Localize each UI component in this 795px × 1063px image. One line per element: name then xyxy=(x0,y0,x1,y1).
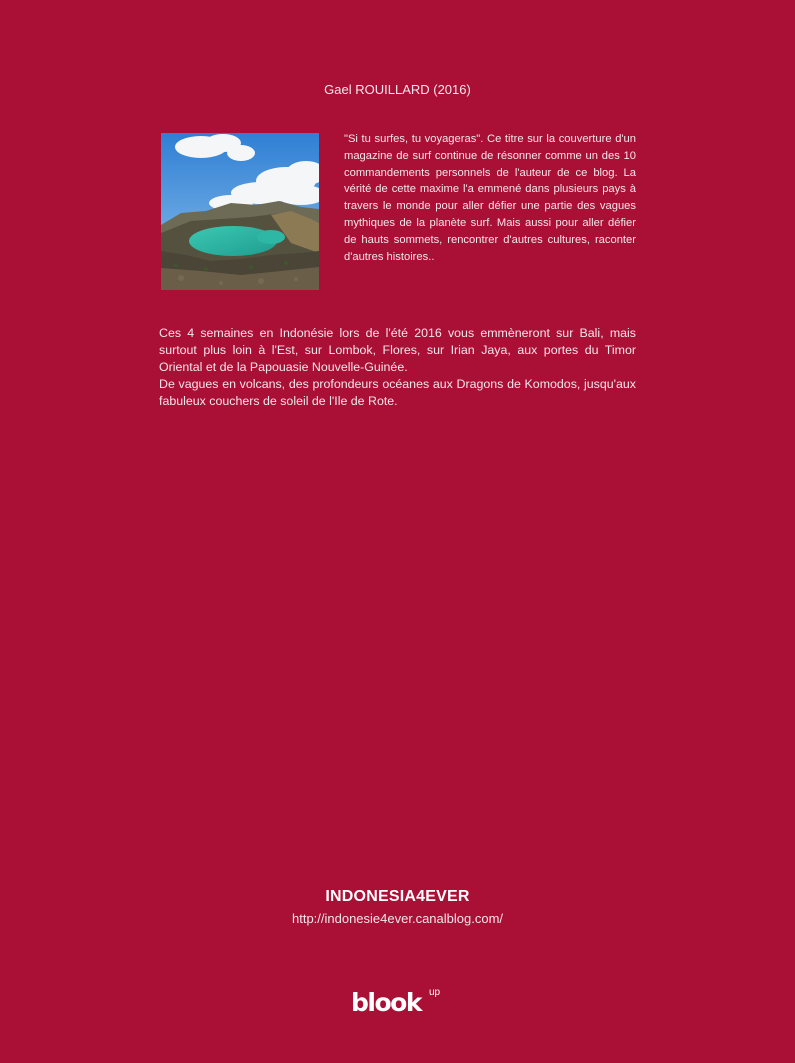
intro-text: "Si tu surfes, tu voyageras". Ce titre sur la couverture d'un magazine de surf continue de résonner comme un des 10 commandements personnels de l'auteur de ce blog. La vérité de cette maxime l'a emmené dans plusieurs pays à travers le monde pour aller défier une partie des vagues mythiques de la planète surf. Mais aussi pour aller défier de hauts sommets, rencontrer d'autres cultures, raconter d'autres histoires.. xyxy=(344,133,636,263)
logo-superscript: up xyxy=(429,987,441,998)
author-credit: Gael ROUILLARD (2016) xyxy=(324,82,471,97)
blookup-logo xyxy=(351,988,451,1020)
summary-text xyxy=(159,325,636,410)
logo-main-text: blook xyxy=(351,988,421,1017)
cover-photo xyxy=(161,133,319,290)
summary-paragraph-2: De vagues en volcans, des profondeurs océanes aux Dragons de Komodos, jusqu'aux fabuleux couchers de soleil de l'Ile de Rote. xyxy=(159,377,636,408)
summary-paragraph-1: Ces 4 semaines en Indonésie lors de l'été 2016 vous emmèneront sur Bali, mais surtout plus loin à l'Est, sur Lombok, Flores, sur Irian Jaya, aux portes du Timor Oriental et de la Papouasie Nouvelle-Guinée. xyxy=(159,326,636,374)
blog-title: INDONESIA4EVER xyxy=(325,888,470,905)
blog-url[interactable]: http://indonesie4ever.canalblog.com/ xyxy=(291,911,504,926)
